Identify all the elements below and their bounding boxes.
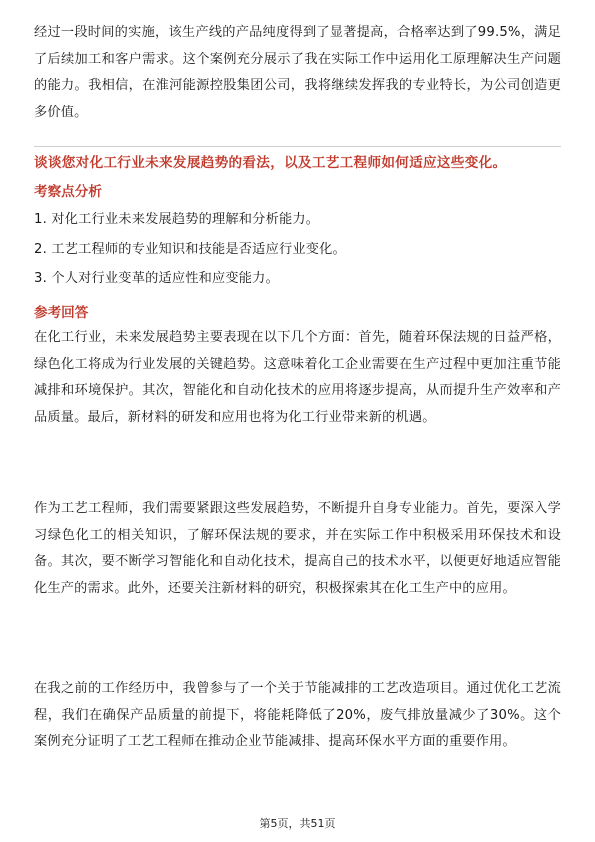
section-divider [34,146,561,147]
analysis-item: 1. 对化工行业未来发展趋势的理解和分析能力。 [34,212,320,227]
page-number: 第5页，共51页 [259,817,336,830]
answer-paragraph: 在我之前的工作经历中，我曾参与了一个关于节能减排的工艺改造项目。通过优化工艺流程，我们在确保产品质量的前提下，将能耗降低了20%，废气排放量减少了30%。这个案例充分证明了工艺工程师在推动企业节能减排、提高环保水平方面的重要作用。 [34,681,561,749]
analysis-item: 2. 工艺工程师的专业知识和技能是否适应行业变化。 [34,242,346,257]
answer-paragraph: 在化工行业，未来发展趋势主要表现在以下几个方面：首先，随着环保法规的日益严格，绿色化工将成为行业发展的关键趋势。这意味着化工企业需要在生产过程中更加注重节能减排和环境保护。其次，智能化和自动化技术的应用将逐步提高，从而提升生产效率和产品质量。最后，新材料的研发和应用也将为化工行业带来新的机遇。 [34,330,561,425]
analysis-item: 3. 个人对行业变革的适应性和应变能力。 [34,271,279,286]
interview-question: 谈谈您对化工行业未来发展趋势的看法，以及工艺工程师如何适应这些变化。 [34,155,507,171]
answer-title: 参考回答 [34,305,89,321]
intro-paragraph: 经过一段时间的实施，该生产线的产品纯度得到了显著提高，合格率达到了99.5%，满足了后续加工和客户需求。这个案例充分展示了我在实际工作中运用化工原理解决生产问题的能力。我相信，在淮河能源控股集团公司，我将继续发挥我的专业特长，为公司创造更多价值。 [34,25,561,120]
analysis-title: 考察点分析 [34,184,102,200]
answer-paragraph: 作为工艺工程师，我们需要紧跟这些发展趋势，不断提升自身专业能力。首先，要深入学习绿色化工的相关知识，了解环保法规的要求，并在实际工作中积极采用环保技术和设备。其次，要不断学习智能化和自动化技术，提高自己的技术水平，以便更好地适应智能化生产的需求。此外，还要关注新材料的研究，积极探索其在化工生产中的应用。 [34,501,561,596]
